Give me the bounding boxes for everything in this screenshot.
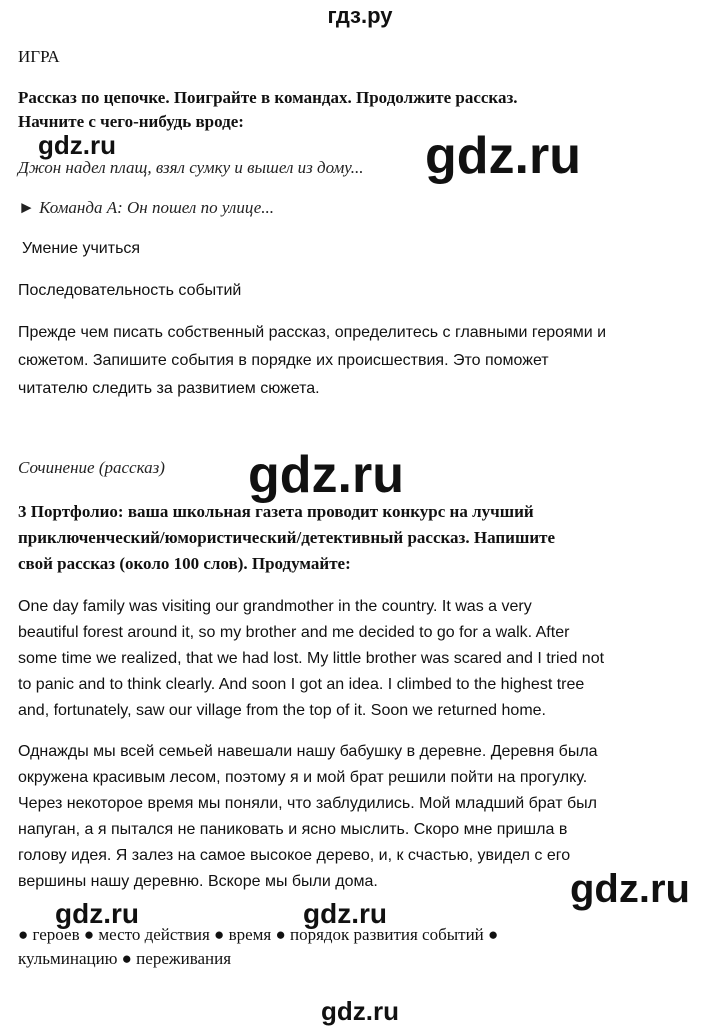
story-ru-line: Однажды мы всей семьей навешали нашу бабушку в деревне. Деревня была (18, 743, 598, 760)
sequence-text-line: сюжетом. Запишите события в порядке их происшествия. Это поможет (18, 352, 549, 369)
team-line: ► Команда А: Он пошел по улице... (18, 198, 275, 217)
sequence-title: Последовательность событий (18, 282, 242, 299)
watermark: gdz.ru (38, 130, 116, 160)
sequence-text-line: Прежде чем писать собственный рассказ, определитесь с главными героями и (18, 324, 607, 341)
task-portfolio (18, 499, 708, 577)
task-portfolio-line: 3 Портфолио: ваша школьная газета проводит конкурс на лучший (18, 502, 534, 521)
task-game-line: Начните с чего-нибудь вроде: (18, 112, 244, 131)
site-header: гдз.ру (327, 3, 393, 28)
skill-title: Умение учиться (22, 240, 141, 257)
story-ru-line: окружена красивым лесом, поэтому я и мой брат решили пойти на прогулку. (18, 769, 588, 786)
task-portfolio-line: свой рассказ (около 100 слов). Продумайте: (18, 554, 351, 573)
watermark: gdz.ru (303, 898, 387, 929)
story-ru-line: напуган, а я пытался не паниковать и ясно мыслить. Скоро мне пришла в (18, 821, 568, 838)
task-game (18, 86, 708, 134)
section-title-game: ИГРА (18, 47, 60, 66)
story-ru-line: вершины нашу деревню. Вскоре мы были дома. (18, 873, 378, 890)
watermark: gdz.ru (425, 127, 581, 185)
task-game-line: Рассказ по цепочке. Поиграйте в командах. Продолжите рассказ. (18, 88, 518, 107)
example-start: Джон надел плащ, взял сумку и вышел из дому... (18, 158, 364, 177)
watermark: gdz.ru (248, 446, 404, 504)
story-ru-line: Через некоторое время мы поняли, что заблудились. Мой младший брат был (18, 795, 597, 812)
story-en-line: some time we realized, that we had lost. My little brother was scared and I tried not (18, 650, 605, 667)
story-en-line: beautiful forest around it, so my brother and me decided to go for a walk. After (18, 624, 570, 641)
checklist (18, 923, 708, 971)
sequence-text (18, 319, 708, 403)
checklist-line: кульминацию ● переживания (18, 949, 232, 968)
story-en-line: to panic and to think clearly. And soon I got an idea. I climbed to the highest tree (18, 676, 585, 693)
story-en-line: and, fortunately, saw our village from the top of it. Soon we returned home. (18, 702, 546, 719)
story-en-line: One day family was visiting our grandmother in the country. It was a very (18, 598, 532, 615)
story-en (18, 594, 708, 724)
story-ru-line: голову идея. Я залез на самое высокое дерево, и, к счастью, увидел с его (18, 847, 571, 864)
checklist-line: ● героев ● место действия ● время ● порядок развития событий ● (18, 925, 499, 944)
watermark: gdz.ru (55, 898, 139, 929)
essay-label: Сочинение (рассказ) (18, 458, 165, 477)
watermark: gdz.ru (321, 996, 399, 1026)
task-portfolio-line: приключенческий/юмористический/детективный рассказ. Напишите (18, 528, 556, 547)
sequence-text-line: читателю следить за развитием сюжета. (18, 380, 320, 397)
watermark: gdz.ru (570, 867, 690, 911)
